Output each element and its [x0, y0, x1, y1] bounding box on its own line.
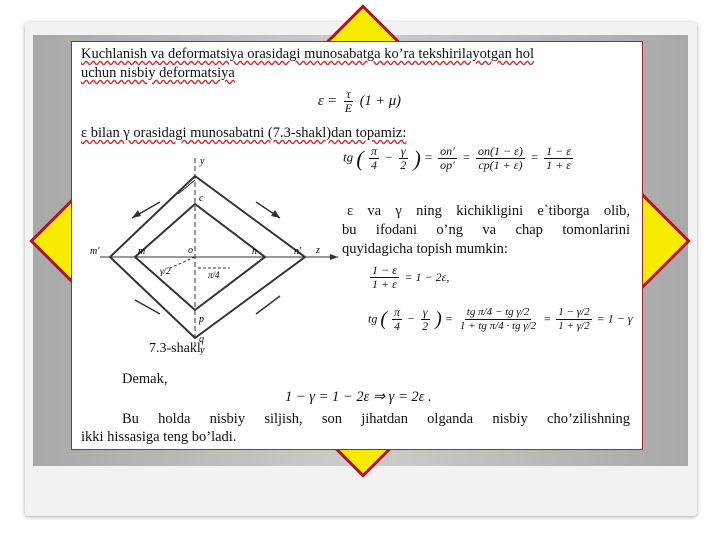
formula-tangent-expand: tg ( $\frac{\pi}{4}$ − $\frac{\gamma}{2}$ ) = $\frac{\text{tg π/4 − tg γ/2}}{\text{1 + tg π/4 · tg γ/2}}$ = $\frac{1 - \gamma/2}{1 + \gamma/2}$ = 1 − γ: [368, 305, 633, 333]
fraction: [420, 306, 430, 333]
fraction-num: π: [370, 144, 377, 158]
fraction-num: γ: [400, 144, 406, 158]
fraction-den: 1 + γ/2: [558, 320, 590, 332]
fraction: [369, 145, 379, 172]
formula-text: =: [444, 311, 453, 326]
fraction-num: τ: [346, 87, 351, 101]
intro-line-2: uchun nisbiy deformatsiya: [81, 65, 235, 81]
formula-text: = 1 − 2ε,: [404, 269, 450, 284]
label-m: m: [138, 246, 146, 257]
formula-approx: [368, 264, 449, 291]
formula-strain: [318, 88, 401, 115]
fraction-num: 1 − γ/2: [558, 306, 590, 318]
formula-text: tg: [343, 149, 354, 165]
label-gamma-half: γ/2: [160, 266, 171, 276]
fraction-den: 2: [400, 158, 407, 172]
fraction: [556, 306, 591, 333]
formula-text: =: [543, 311, 552, 326]
formula-text: −: [407, 311, 416, 326]
formula-text: ε =: [318, 92, 338, 109]
formula-text: =: [530, 149, 539, 165]
fraction-den: 4: [370, 158, 377, 172]
conclusion-line-2: ikki hissasiga teng bo’ladi.: [81, 429, 237, 445]
label-y-bottom: y: [200, 345, 205, 355]
fraction-den: 2: [422, 319, 429, 333]
z-arrow: [330, 254, 338, 260]
label-y-top: y: [200, 156, 205, 167]
fraction: [544, 145, 573, 172]
formula-text: = 1 − γ: [596, 311, 633, 326]
document-page: [71, 41, 643, 450]
arrowhead: [132, 210, 141, 218]
fraction-den: op′: [440, 158, 455, 172]
deformation-diagram: [80, 150, 342, 355]
intro-line-1: Kuchlanish va deformatsiya orasidagi munosabatga ko’ra tekshirilayotgan hol: [81, 46, 534, 62]
fraction-den: 1 + ε: [372, 277, 397, 291]
fraction-num: on′: [440, 144, 455, 158]
formula-result: 1 − γ = 1 − 2ε ⇒ γ = 2ε .: [285, 389, 432, 405]
formula-text: =: [461, 149, 471, 165]
fraction-den: E: [344, 101, 353, 115]
label-p: p: [199, 314, 204, 325]
label-q: q: [199, 334, 204, 345]
shear-arrow-bottom-right: [256, 296, 280, 314]
gamma-line: [170, 257, 195, 268]
fraction-den: 1 + ε: [546, 158, 571, 172]
fraction: [476, 145, 525, 172]
formula-text: tg: [368, 311, 378, 326]
fraction-num: 1 − ε: [546, 144, 571, 158]
label-n-prime: n′: [294, 246, 302, 257]
fraction: [398, 145, 408, 172]
figure-caption: 7.3-shakl: [149, 341, 201, 356]
label-c: c: [199, 193, 204, 204]
conclusion-line-1: Bu holda nisbiy siljish, son jihatdan olganda nisbiy cho’zilishning: [122, 411, 630, 427]
para1-line-1: ε va γ ning kichikligini e`tiborga olib,: [347, 203, 630, 219]
fraction-num: γ: [422, 305, 428, 319]
para1-line-2: bu ifodani o’ng va chap tomonlarini: [342, 222, 630, 238]
fraction: [370, 264, 399, 291]
shear-arrow-top: [178, 180, 195, 194]
formula-text: (1 + μ): [359, 92, 401, 109]
label-n: n: [252, 246, 257, 257]
fraction-den: 1 + tg π/4 · tg γ/2: [459, 320, 537, 332]
label-m-prime: m′: [90, 246, 100, 257]
fraction: [458, 306, 538, 333]
fraction: [392, 306, 402, 333]
fraction-den: cp(1 + ε): [478, 158, 523, 172]
label-pi-4: π/4: [208, 270, 220, 280]
fraction-den: 4: [394, 319, 401, 333]
bilan-line: ε bilan γ orasidagi munosabatni (7.3-shakl)dan topamiz:: [81, 125, 407, 141]
demak-label: Demak,: [122, 371, 168, 387]
label-z: z: [316, 245, 320, 256]
fraction-num: π: [394, 305, 401, 319]
arrowhead: [271, 210, 280, 218]
fraction-num: on(1 − ε): [478, 144, 523, 158]
formula-text: =: [424, 149, 433, 165]
fraction: [438, 145, 457, 172]
fraction-num: 1 − ε: [372, 263, 397, 277]
fraction: [343, 88, 354, 115]
para1-line-3: quyidagicha topish mumkin:: [342, 241, 508, 257]
label-o: o: [188, 245, 193, 256]
formula-text: −: [384, 149, 393, 165]
fraction-num: tg π/4 − tg γ/2: [466, 306, 530, 318]
formula-tangent: tg ( $\frac{\pi}{4}$ − $\frac{\gamma}{2}$ ) = $\frac{on'}{op'}$ = $\frac{on(1 - \varepsilon)}{cp(1 + \varepsilon)}$ = $\frac{1 - \varepsilon}{1 + \varepsilon}$: [343, 144, 571, 172]
